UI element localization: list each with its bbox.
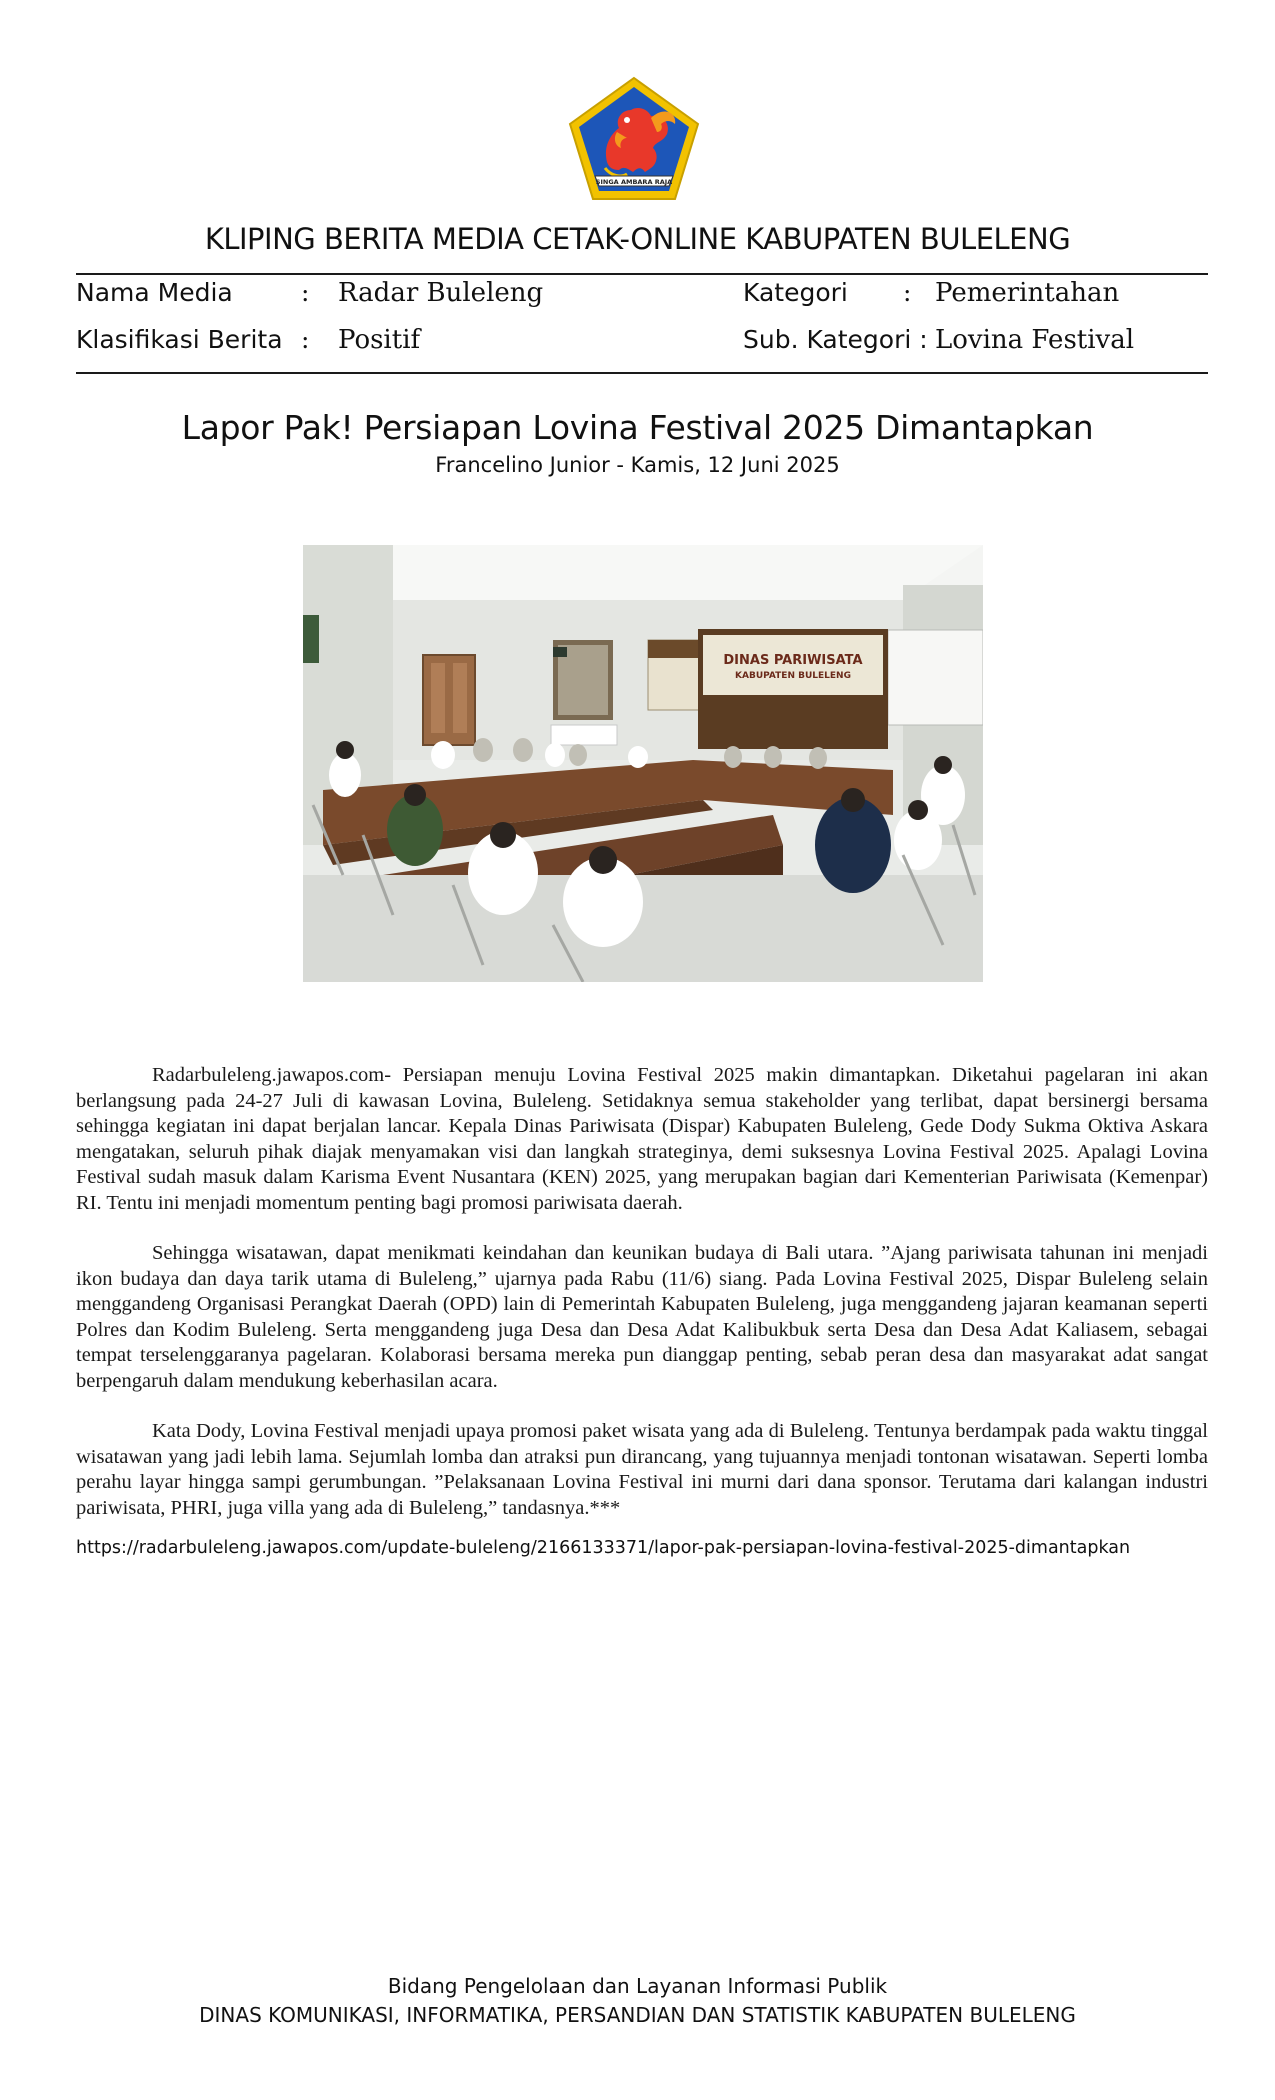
photo-banner-subtitle: KABUPATEN BULELENG — [735, 671, 851, 681]
header-bottom-divider — [76, 372, 1208, 374]
article-paragraph: Radarbuleleng.jawapos.com- Persiapan menuju Lovina Festival 2025 makin dimantapkan. Diketahui pagelaran ini akan berlangsung pada 24-27 Juli di kawasan Lovina, Buleleng. Setidaknya semua stakeholder yang terlibat, dapat bersinergi bersama sehingga kegiatan ini dapat berjalan lancar. Kepala Dinas Pariwisata (Dispar) Kabupaten Buleleng, Gede Dody Sukma Oktiva Askara mengatakan, seluruh pihak diajak menyamakan visi dan langkah strateginya, demi suksesnya Lovina Festival 2025. Apalagi Lovina Festival sudah masuk dalam Karisma Event Nusantara (KEN) 2025, yang merupakan bagian dari Kementerian Pariwisata (Kemenpar) RI. Tentu ini menjadi momentum penting bagi promosi pariwisata daerah. — [76, 1064, 1208, 1214]
meta-row-classification — [76, 325, 1208, 365]
category-colon: : — [903, 278, 912, 307]
footer-agency: DINAS KOMUNIKASI, INFORMATIKA, PERSANDIAN DAN STATISTIK KABUPATEN BULELENG — [199, 2003, 1076, 2027]
meta-row-media — [76, 278, 1208, 318]
classification-colon: : — [301, 325, 310, 354]
footer-division: Bidang Pengelolaan dan Layanan Informasi Publik — [387, 1974, 888, 1998]
media-name-value: Radar Buleleng — [338, 278, 544, 308]
photo-banner-title: DINAS PARIWISATA — [723, 653, 863, 668]
article-body — [76, 1063, 1208, 1546]
classification-label: Klasifikasi Berita — [76, 325, 283, 354]
source-url-link[interactable]: https://radarbuleleng.jawapos.com/update-buleleng/2166133371/lapor-pak-persiapan-lovina-festival-2025-dimantapkan — [76, 1538, 1131, 1558]
article-byline: Francelino Junior - Kamis, 12 Juni 2025 — [435, 453, 840, 477]
clipping-title: KLIPING BERITA MEDIA CETAK-ONLINE KABUPATEN BULELENG — [204, 222, 1071, 256]
article-headline: Lapor Pak! Persiapan Lovina Festival 2025 Dimantapkan — [181, 408, 1094, 447]
media-name-colon: : — [301, 278, 310, 307]
article-photo — [303, 545, 983, 982]
subcategory-label: Sub. Kategori : — [743, 325, 928, 354]
category-label: Kategori — [743, 278, 848, 307]
category-value: Pemerintahan — [935, 278, 1120, 308]
article-paragraph: Kata Dody, Lovina Festival menjadi upaya promosi paket wisata yang ada di Buleleng. Tentunya berdampak pada waktu tinggal wisatawan yang jadi lebih lama. Sejumlah lomba dan atraksi pun dirancang, yang tujuannya menjadi tontonan wisatawan. Seperti lomba perahu layar hingga sampi gerumbungan. ”Pelaksanaan Lovina Festival ini murni dari dana sponsor. Terutama dari kalangan industri pariwisata, PHRI, juga villa yang ada di Buleleng,” tandasnya.*** — [76, 1420, 1208, 1519]
article-paragraph: Sehingga wisatawan, dapat menikmati keindahan dan keunikan budaya di Bali utara. ”Ajang pariwisata tahunan ini menjadi ikon budaya dan daya tarik utama di Buleleng,” ujarnya pada Rabu (11/6) siang. Pada Lovina Festival 2025, Dispar Buleleng selain menggandeng Organisasi Perangkat Daerah (OPD) lain di Pemerintah Kabupaten Buleleng, juga menggandeng jajaran keamanan seperti Polres dan Kodim Buleleng. Serta menggandeng juga Desa dan Desa Adat Kalibukbuk serta Desa dan Desa Adat Kaliasem, sebagai tempat terselenggaranya pagelaran. Kolaborasi bersama mereka pun dianggap penting, sebab peran desa dan masyarakat adat sangat berpengaruh dalam mendukung keberhasilan acara. — [76, 1242, 1208, 1392]
media-name-label: Nama Media — [76, 278, 233, 307]
emblem-motto-text: SINGA AMBARA RAJA — [595, 178, 673, 186]
subcategory-value: Lovina Festival — [935, 325, 1135, 355]
buleleng-emblem-logo — [567, 76, 701, 202]
classification-value: Positif — [338, 325, 421, 355]
header-top-divider — [76, 273, 1208, 275]
